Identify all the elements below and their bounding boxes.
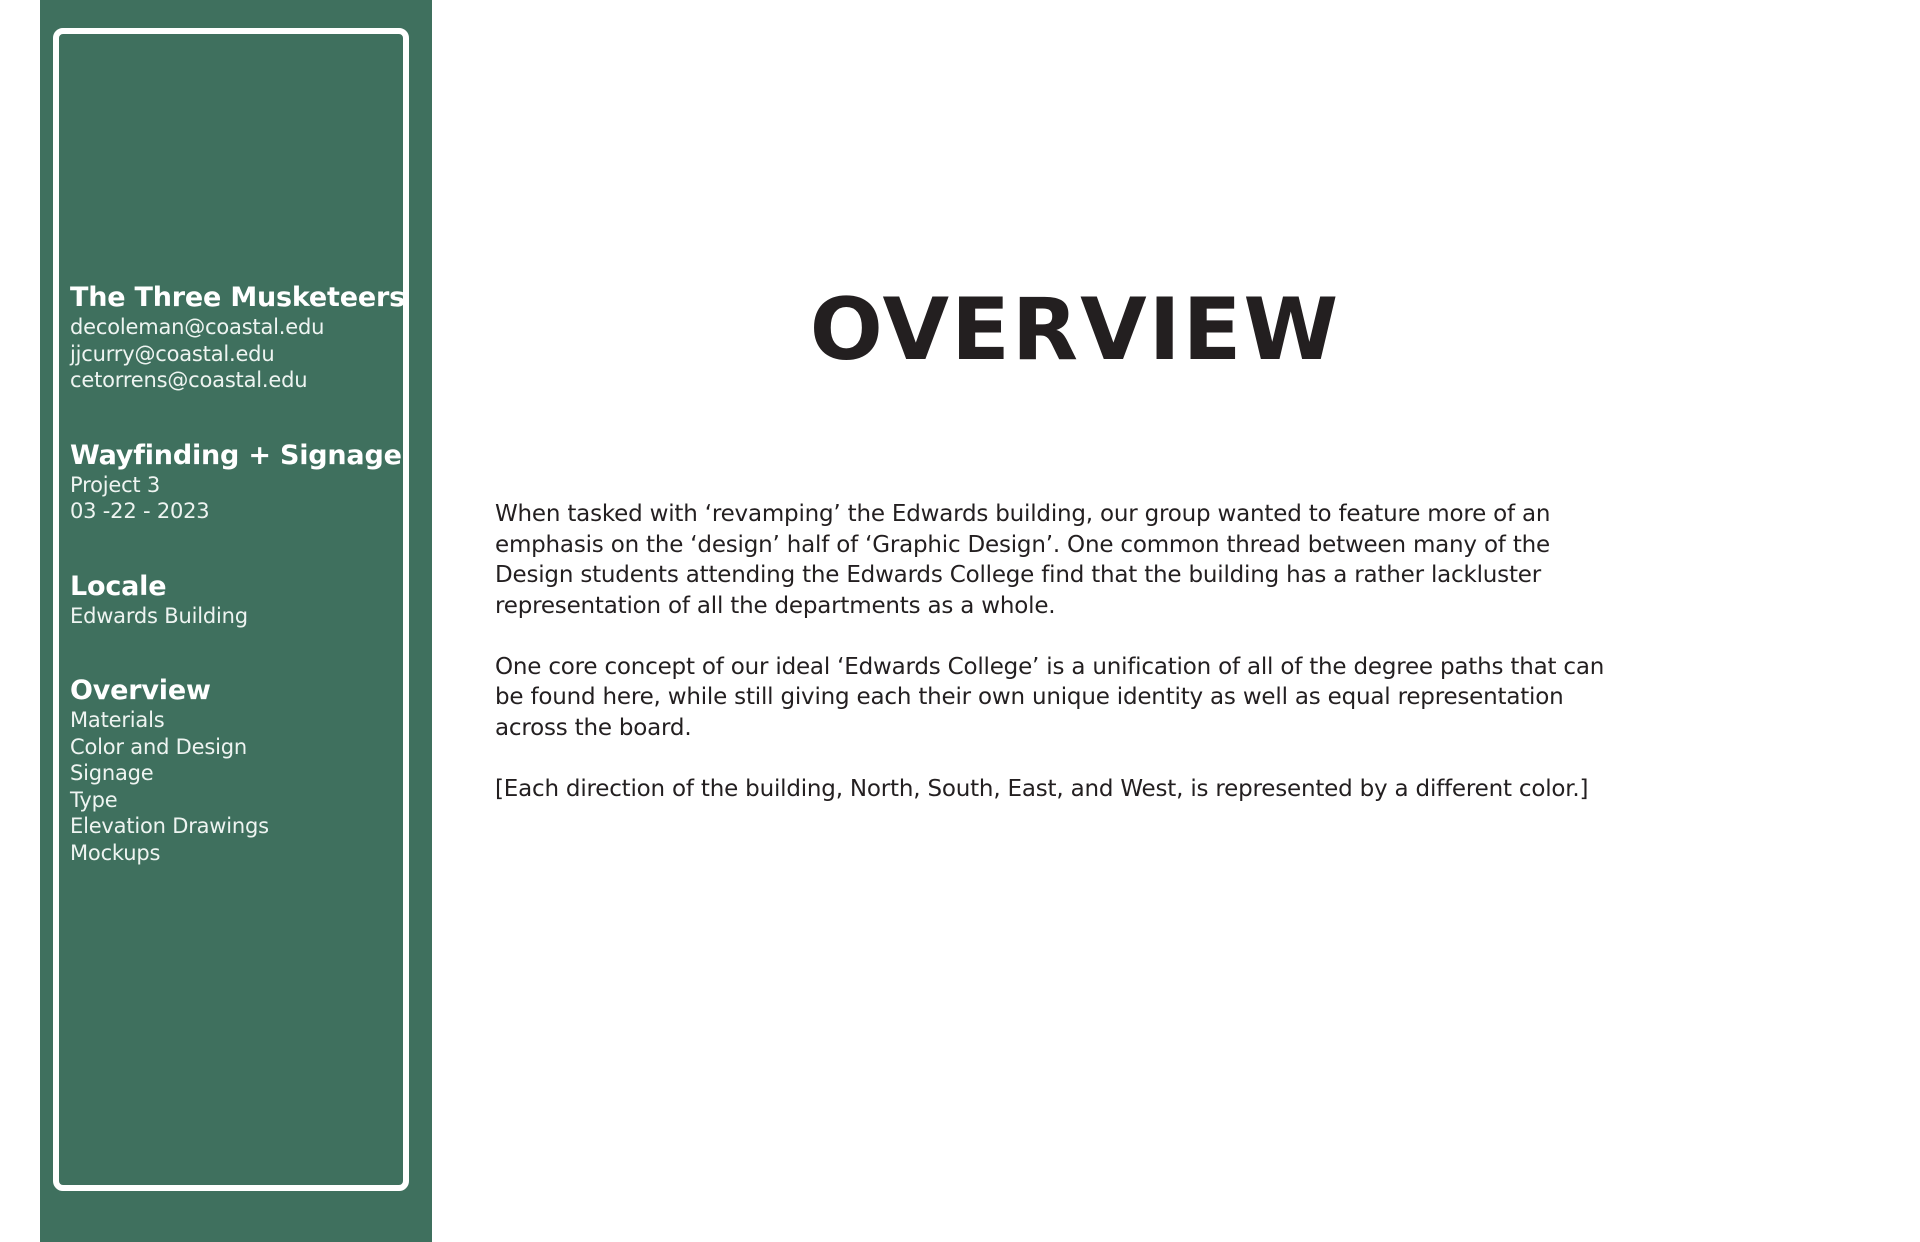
page-title: OVERVIEW (809, 280, 1341, 380)
team-email-jjcurry: jjcurry@coastal.edu (70, 341, 275, 366)
project-heading: Wayfinding + Signage (70, 439, 402, 471)
contents-item-signage: Signage (70, 761, 154, 785)
overview-paragraph-3: [Each direction of the building, North, South, East, and West, is represented by a different color.] (495, 775, 1589, 802)
locale-heading: Locale (70, 570, 167, 602)
locale-value: Edwards Building (70, 603, 248, 628)
contents-item-materials: Materials (70, 708, 165, 732)
team-email-cetorrens: cetorrens@coastal.edu (70, 368, 308, 392)
contents-heading: Overview (70, 675, 211, 706)
contents-item-mockups: Mockups (70, 840, 161, 865)
team-email-decoleman: decoleman@coastal.edu (70, 315, 325, 339)
contents-item-elevation-drawings: Elevation Drawings (70, 814, 269, 838)
sidebar-content (70, 282, 420, 912)
overview-paragraph-2: One core concept of our ideal ‘Edwards College’ is a unification of all of the degree paths that can be found here, while still giving each their own unique identity as well as equal representation across the board. (495, 653, 1605, 741)
overview-body (495, 499, 1615, 835)
contents-item-color-and-design: Color and Design (70, 734, 247, 759)
contents-item-type: Type (70, 787, 118, 812)
project-section (70, 440, 420, 525)
overview-paragraph-1: When tasked with ‘revamping’ the Edwards building, our group wanted to feature more of an emphasis on the ‘design’ half of ‘Graphic Design’. One common thread between many of the Design students attending the Edwards College find that the building has a rather lackluster representation of all the departments as a whole. (495, 501, 1551, 619)
project-number: Project 3 (70, 472, 161, 497)
contents-section (70, 675, 420, 866)
locale-section (70, 571, 420, 630)
team-section (70, 282, 420, 394)
project-date: 03 -22 - 2023 (70, 499, 210, 523)
team-name: The Three Musketeers (70, 282, 405, 313)
